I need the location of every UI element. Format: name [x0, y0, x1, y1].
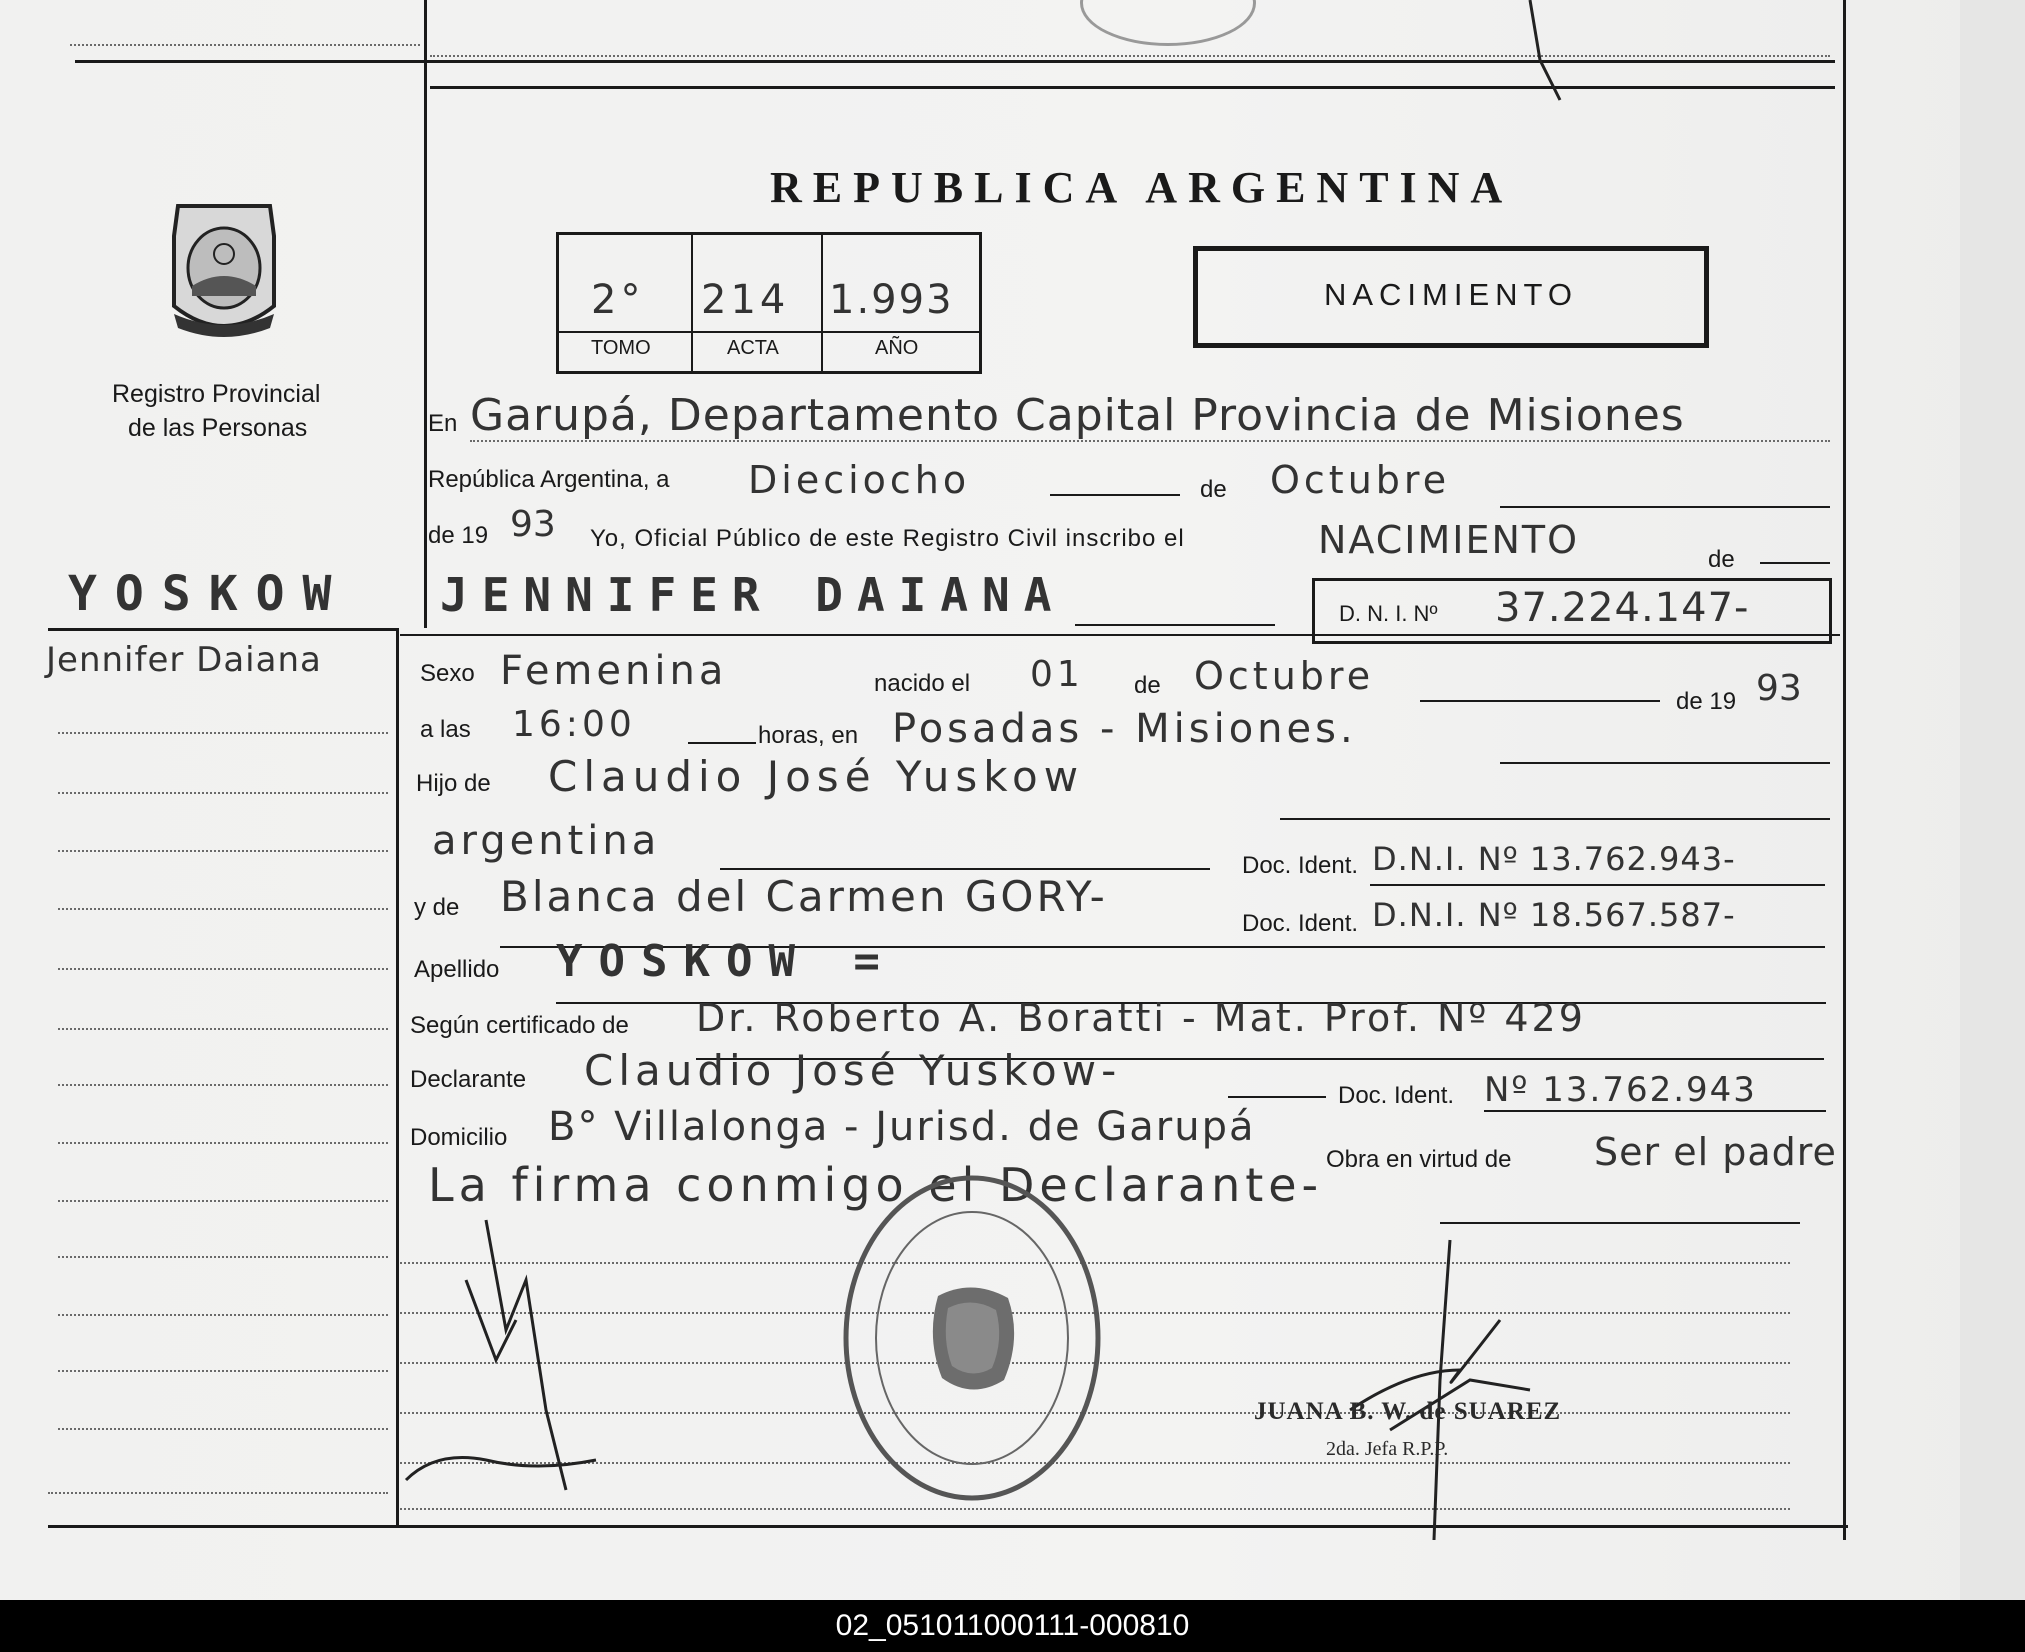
margin-rule-9 [58, 1200, 388, 1202]
margin-given-names: Jennifer Daiana [46, 640, 322, 680]
yde-label: y de [414, 894, 460, 921]
index-box-label-rule [559, 331, 979, 333]
declarante-underline [1228, 1096, 1326, 1098]
index-box-divider-1 [691, 235, 693, 371]
father-underline [1280, 818, 1830, 820]
declarante-doc-underline [1484, 1110, 1826, 1112]
hour-underline [688, 742, 756, 744]
margin-rule-4 [58, 908, 388, 910]
act-underline [1760, 562, 1830, 564]
birth-year-prefix: de 19 [1676, 688, 1737, 715]
header-top-rule-right [430, 86, 1835, 89]
margin-rule-2 [58, 792, 388, 794]
father-doc-number: D.N.I. Nº 13.762.943- [1372, 840, 1736, 878]
de-label-2: de [1708, 546, 1735, 573]
act-type-value: NACIMIENTO [1318, 518, 1580, 562]
father-doc-underline [1370, 884, 1825, 886]
mother-doc-label: Doc. Ident. [1242, 910, 1359, 937]
top-rule-left [70, 44, 420, 46]
hijo-label: Hijo de [416, 770, 491, 797]
month-underline [1500, 506, 1830, 508]
coat-of-arms-lettering [162, 196, 286, 346]
dni-label: D. N. I. Nº [1339, 601, 1438, 626]
signing-statement: La firma conmigo el Declarante- [428, 1158, 1324, 1212]
mother-name: Blanca del Carmen GORY- [500, 872, 1108, 921]
index-box-divider-2 [821, 235, 823, 371]
registry-name-line2: de las Personas [128, 414, 308, 442]
margin-surname: YOSKOW [68, 566, 350, 622]
place-of-registration: Garupá, Departamento Capital Provincia de Misiones [470, 390, 1685, 441]
tomo-label: TOMO [591, 337, 651, 359]
obra-label: Obra en virtud de [1326, 1146, 1512, 1173]
birth-day: 01 [1030, 654, 1084, 695]
image-code-caption: 02_051011000111-000810 [0, 1600, 2025, 1652]
obra-value: Ser el padre [1594, 1130, 1837, 1174]
page-edge [1960, 0, 2025, 1600]
registrar-statement: Yo, Oficial Público de este Registro Civil inscribo el [590, 525, 1185, 552]
record-type-box [1193, 246, 1709, 348]
margin-rule-10 [58, 1256, 388, 1258]
domicilio-label: Domicilio [410, 1124, 508, 1151]
father-nationality: argentina [432, 818, 661, 864]
en-line [470, 440, 1830, 442]
registry-index-box [556, 232, 982, 374]
margin-surname-rule [48, 628, 398, 631]
birth-month-underline [1420, 700, 1660, 702]
names-underline [1075, 624, 1275, 626]
declarante-label: Declarante [410, 1066, 527, 1093]
sexo-value: Femenina [500, 648, 728, 694]
father-doc-label: Doc. Ident. [1242, 852, 1359, 879]
official-title: 2da. Jefa R.P.P. [1326, 1438, 1449, 1460]
declarante-doc-number: Nº 13.762.943 [1484, 1070, 1757, 1110]
margin-rule-7 [58, 1084, 388, 1086]
ano-label: AÑO [875, 337, 919, 359]
acta-value: 214 [701, 277, 790, 323]
margin-rule-5 [58, 968, 388, 970]
official-name: JUANA B. W. de SUAREZ [1254, 1398, 1562, 1425]
record-type-label: NACIMIENTO [1323, 277, 1579, 312]
nationality-underline [720, 868, 1210, 870]
surname-value: YOSKOW = [556, 936, 896, 987]
apellido-label: Apellido [414, 956, 500, 983]
margin-rule-12 [58, 1370, 388, 1372]
de-label-3: de [1134, 672, 1161, 699]
nacido-label: nacido el [874, 670, 971, 697]
margin-rule-3 [58, 850, 388, 852]
margin-rule-11 [58, 1314, 388, 1316]
tomo-value: 2° [591, 277, 645, 323]
father-name: Claudio José Yuskow [548, 752, 1085, 801]
certificate-label: Según certificado de [410, 1012, 629, 1039]
margin-rule-14 [48, 1492, 388, 1494]
dni-number: 37.224.147- [1495, 585, 1750, 631]
ano-value: 1.993 [829, 277, 954, 323]
body-rule-6 [400, 1508, 1790, 1510]
domicilio-value: B° Villalonga - Jurisd. de Garupá [548, 1104, 1256, 1150]
declarante-doc-label: Doc. Ident. [1338, 1082, 1455, 1109]
mother-doc-number: D.N.I. Nº 18.567.587- [1372, 896, 1736, 934]
birth-year-suffix: 93 [1756, 668, 1802, 709]
republica-label: República Argentina, a [428, 466, 670, 493]
en-label: En [428, 410, 458, 437]
birth-hour: 16:00 [512, 704, 636, 745]
right-border [1843, 0, 1846, 1540]
top-rule-right [430, 55, 1830, 57]
registration-month: Octubre [1270, 458, 1451, 502]
year-prefix-label: de 19 [428, 522, 489, 549]
birth-place-underline [1500, 762, 1830, 764]
left-signature [396, 1210, 616, 1500]
birth-month: Octubre [1194, 654, 1375, 698]
de-label-1: de [1200, 476, 1227, 503]
registration-day: Dieciocho [748, 458, 971, 502]
main-column-divider [424, 62, 427, 628]
previous-seal-fragment [1080, 0, 1256, 46]
country-title: REPUBLICA ARGENTINA [770, 163, 1514, 212]
sexo-label: Sexo [420, 660, 475, 687]
registry-rubber-stamp [838, 1168, 1106, 1508]
day-underline [1050, 494, 1180, 496]
registration-year-suffix: 93 [510, 504, 556, 545]
margin-rule-13 [58, 1428, 388, 1430]
certifying-doctor: Dr. Roberto A. Boratti - Mat. Prof. Nº 429 [696, 996, 1586, 1040]
top-right-signature-tail [1520, 0, 1580, 110]
horas-label: horas, en [758, 722, 859, 749]
acta-label: ACTA [727, 337, 779, 359]
declarante-name: Claudio José Yuskow- [584, 1046, 1122, 1095]
child-given-names: JENNIFER DAIANA [440, 568, 1066, 622]
margin-divider [400, 634, 1840, 636]
official-signature [1330, 1220, 1570, 1550]
birth-place: Posadas - Misiones. [892, 706, 1357, 752]
registry-name-line1: Registro Provincial [112, 380, 321, 408]
margin-rule-8 [58, 1142, 388, 1144]
alas-label: a las [420, 716, 471, 743]
margin-rule-1 [58, 732, 388, 734]
margin-rule-6 [58, 1028, 388, 1030]
bottom-rule [48, 1525, 1848, 1528]
